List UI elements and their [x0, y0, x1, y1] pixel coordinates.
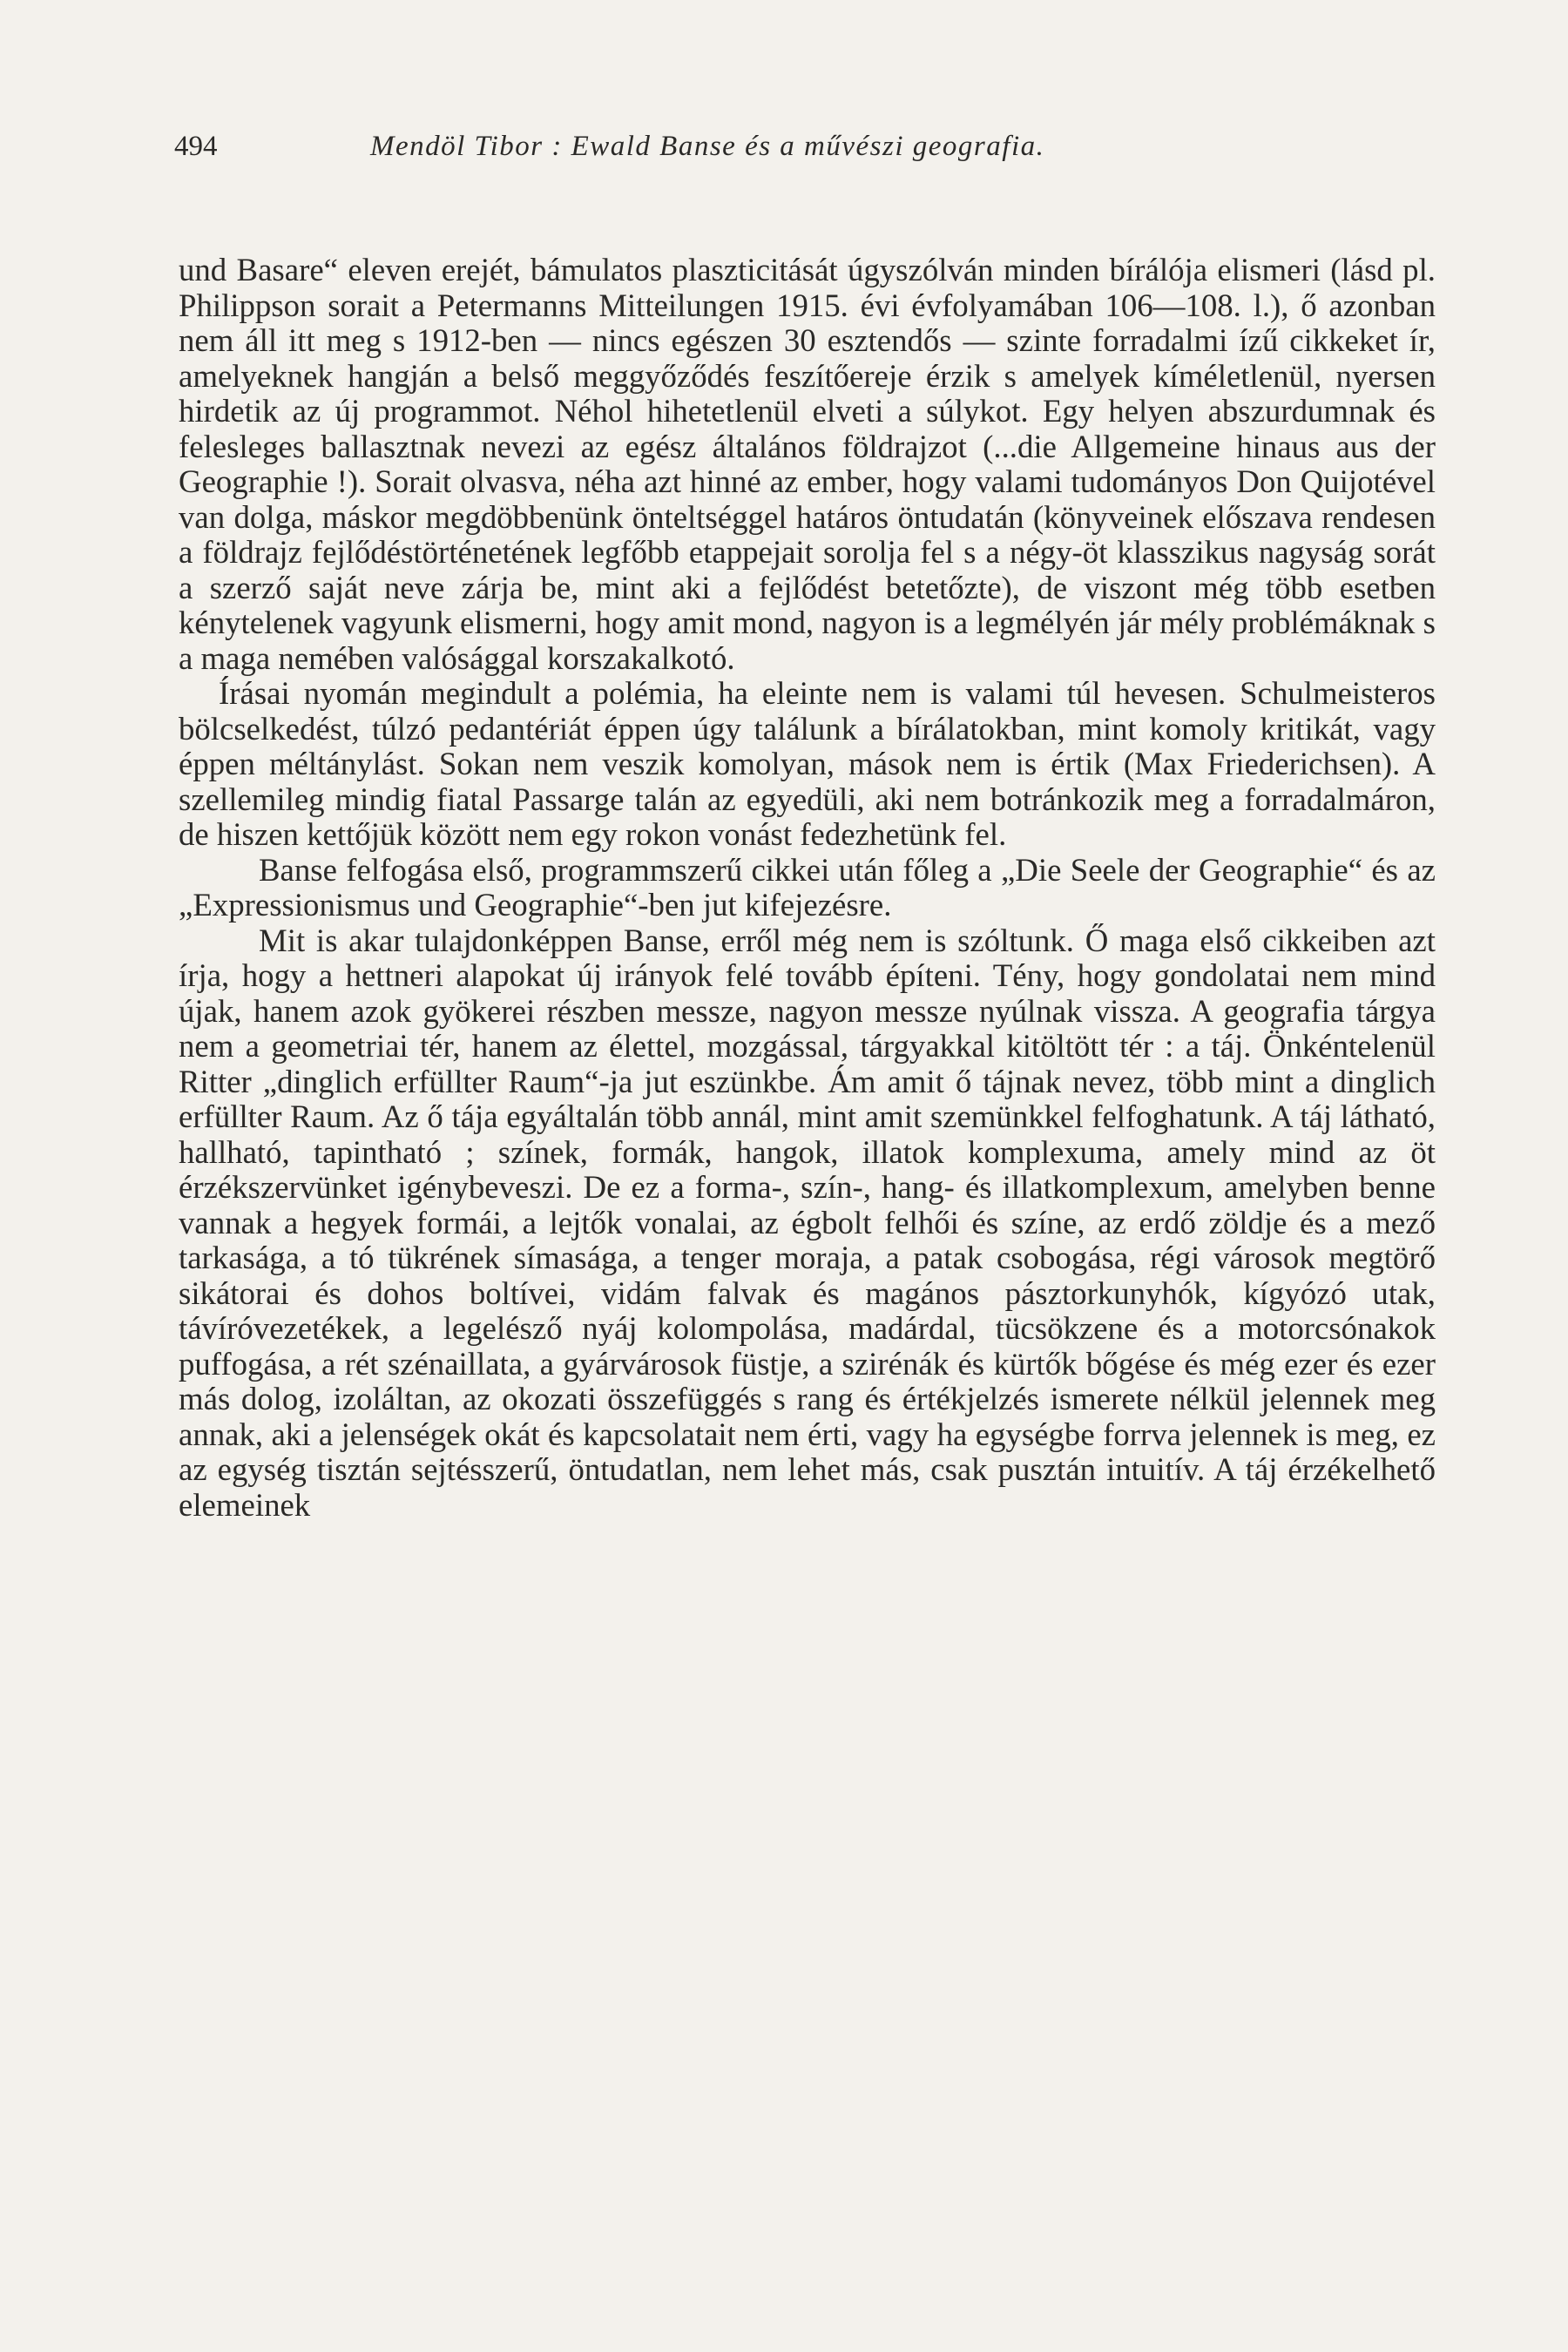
- paragraph-4: Mit is akar tulajdonképpen Banse, erről még nem is szóltunk. Ő maga első cikkeiben azt írja, hogy a hettneri alapokat új irányok felé tovább építeni. Tény, hogy gondolatai nem mind újak, hanem azok gyökerei részben messze, nagyon messze nyúlnak vissza. A geografia tárgya nem a geometriai tér, hanem az élettel, mozgással, tárgyakkal kitöltött tér : a táj. Önkéntelenül Ritter „dinglich erfüllter Raum“-ja jut eszünkbe. Ám amit ő tájnak nevez, több mint a dinglich erfüllter Raum. Az ő tája egyáltalán több annál, mint amit szemünkkel felfoghatunk. A táj látható, hallható, tapintható ; színek, formák, hangok, illatok komplexuma, amely mind az öt érzékszervünket igénybeveszi. De ez a forma-, szín-, hang- és illatkomplexum, amelyben benne vannak a hegyek formái, a lejtők vonalai, az égbolt felhői és színe, az erdő zöldje és a mező tarkasága, a tó tükrének símasága, a tenger moraja, a patak csobogása, régi városok megtörő sikátorai és dohos boltívei, vidám falvak és magános pásztorkunyhók, kígyózó utak, távíróvezetékek, a legelésző nyáj kolompolása, madárdal, tücsökzene és a motorcsónakok puffogása, a rét szénaillata, a gyárvárosok füstje, a szirénák és kürtők bőgése és még ezer és ezer más dolog, izoláltan, az okozati összefüggés s rang és értékjelzés ismerete nélkül jelennek meg annak, aki a jelenségek okát és kapcsolatait nem érti, vagy ha egységbe forrva jelennek is meg, ez az egység tisztán sejtésszerű, öntudatlan, nem lehet más, csak pusztán intuitív. A táj érzékelhető elemeinek: [179, 922, 1436, 1523]
- body-text: [179, 253, 1436, 1523]
- paragraph-3: Banse felfogása első, programmszerű cikkei után főleg a „Die Seele der Geographie“ és az „Expressionismus und Geographie“-ben jut kifejezésre.: [179, 851, 1436, 923]
- running-head: Mendöl Tibor : Ewald Banse és a művészi geografia.: [370, 131, 1045, 162]
- paragraph-2: Írásai nyomán megindult a polémia, ha eleinte nem is valami túl hevesen. Schulmeisteros bölcselkedést, túlzó pedantériát éppen úgy találunk a bírálatokban, mint komoly kritikát, vagy éppen méltánylást. Sokan nem veszik komolyan, mások nem is értik (Max Friederichsen). A szellemileg mindig fiatal Passarge talán az egyedüli, aki nem botránkozik meg a forradalmáron, de hiszen kettőjük között nem egy rokon vonást fedezhetünk fel.: [179, 675, 1436, 852]
- page-number: 494: [174, 131, 218, 162]
- paragraph-1: und Basare“ eleven erejét, bámulatos plaszticitását úgyszólván minden bírálója elismeri (lásd pl. Philippson sorait a Petermanns Mitteilungen 1915. évi évfolyamában 106—108. l.), ő azonban nem áll itt meg s 1912-ben — nincs egészen 30 esztendős — szinte forradalmi ízű cikkeket ír, amelyeknek hangján a belső meggyőződés feszítőereje érzik s amelyek kíméletlenül, nyersen hirdetik az új programmot. Néhol hihetetlenül elveti a súlykot. Egy helyen abszurdumnak és felesleges ballasztnak nevezi az egész általános földrajzot (...die Allgemeine hinaus aus der Geographie !). Sorait olvasva, néha azt hinné az ember, hogy valami tudományos Don Quijotével van dolga, máskor megdöbbenünk önteltséggel határos öntudatán (könyveinek előszava rendesen a földrajz fejlődéstörténetének legfőbb etappejait sorolja fel s a négy-öt klasszikus nagyság sorát a szerző saját neve zárja be, mint aki a fejlődést betetőzte), de viszont még több esetben kénytelenek vagyunk elismerni, hogy amit mond, nagyon is a legmélyén jár mély problémáknak s a maga nemében valósággal korszakalkotó.: [179, 252, 1436, 676]
